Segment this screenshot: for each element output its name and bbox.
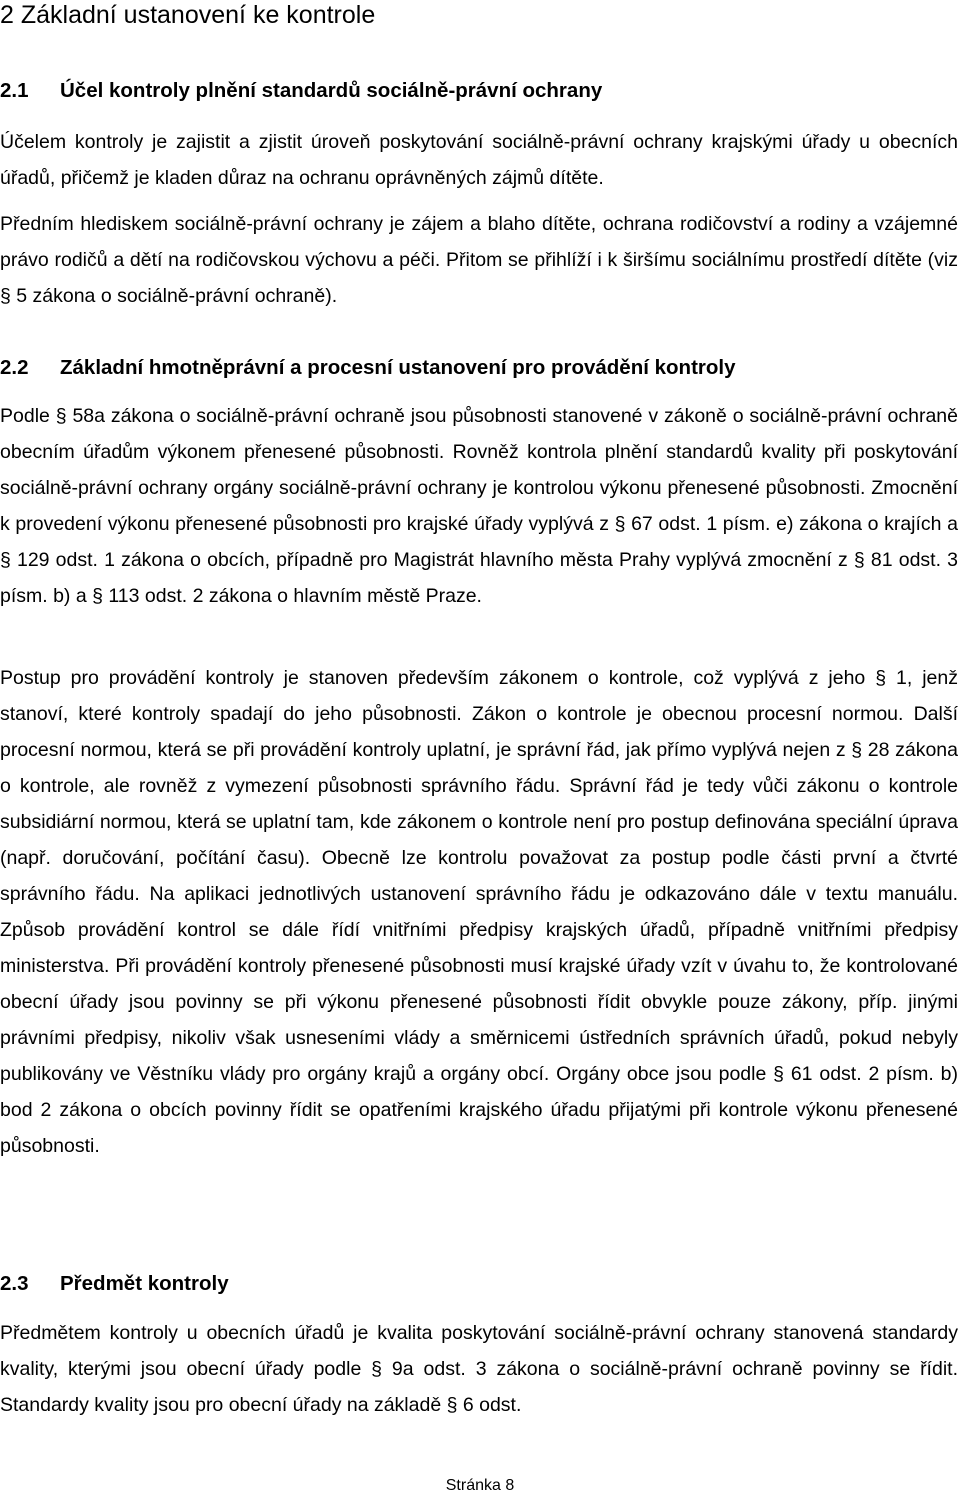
section-heading-2-2: [0, 355, 736, 381]
paragraph: Podle § 58a zákona o sociálně-právní ochraně jsou působnosti stanovené v zákoně o sociálně-právní ochraně obecním úřadům výkonem přenesené působnosti. Rovněž kontrola plnění standardů kvality při poskytování sociálně-právní ochrany orgány sociálně-právní ochrany je kontrolou výkonu přenesené působnosti. Zmocnění k provedení výkonu přenesené působnosti pro krajské úřady vyplývá z § 67 odst. 1 písm. e) zákona o krajích a § 129 odst. 1 zákona o obcích, případně pro Magistrát hlavního města Prahy vyplývá zmocnění z § 81 odst. 3 písm. b) a § 113 odst. 2 zákona o hlavním městě Praze.: [0, 405, 958, 607]
page-number-footer: Stránka 8: [445, 1477, 515, 1494]
section-number: 2.3: [0, 1272, 29, 1295]
section-number: 2.1: [0, 79, 29, 102]
section-heading-2-3: [0, 1271, 229, 1297]
paragraph: Předmětem kontroly u obecních úřadů je kvalita poskytování sociálně-právní ochrany stanovená standardy kvality, kterými jsou obecní úřady podle § 9a odst. 3 zákona o sociálně-právní ochraně povinny se řídit. Standardy kvality jsou pro obecní úřady na základě § 6 odst.: [0, 1322, 958, 1416]
paragraph: Účelem kontroly je zajistit a zjistit úroveň poskytování sociálně-právní ochrany krajskými úřady u obecních úřadů, přičemž je kladen důraz na ochranu oprávněných zájmů dítěte.: [0, 131, 958, 189]
section-number: 2.2: [0, 356, 29, 379]
paragraph: Postup pro provádění kontroly je stanoven především zákonem o kontrole, což vyplývá z jeho § 1, jenž stanoví, které kontroly spadají do jeho působnosti. Zákon o kontrole je obecnou procesní normou. Další procesní normou, která se při provádění kontroly uplatní, je správní řád, jak přímo vyplývá nejen z § 28 zákona o kontrole, ale rovněž z vymezení působnosti správního řádu. Správní řád je tedy vůči zákonu o kontrole subsidiární normou, která se uplatní tam, kde zákonem o kontrole není pro postup definována speciální úprava (např. doručování, počítání času). Obecně lze kontrolu považovat za postup podle části první a čtvrté správního řádu. Na aplikaci jednotlivých ustanovení správního řádu je odkazováno dále v textu manuálu. Způsob provádění kontrol se dále řídí vnitřními předpisy krajských úřadů, případně vnitřními předpisy ministerstva. Při provádění kontroly přenesené působnosti musí krajské úřady vzít v úvahu to, že kontrolované obecní úřady jsou povinny se při výkonu přenesené působnosti řídit obvykle pouze zákony, příp. jinými právními předpisy, nikoliv však usneseními vlády a směrnicemi ústředních správních úřadů, pokud nebyly publikovány ve Věstníku vlády pro orgány krajů a orgány obcí. Orgány obce jsou podle § 61 odst. 2 písm. b) bod 2 zákona o obcích povinny řídit se opatřeními krajského úřadu přijatými při kontrole výkonu přenesené působnosti.: [0, 667, 958, 1157]
paragraph: Předním hlediskem sociálně-právní ochrany je zájem a blaho dítěte, ochrana rodičovství a rodiny a vzájemné právo rodičů a dětí na rodičovskou výchovu a péči. Přitom se přihlíží i k širšímu sociálnímu prostředí dítěte (viz § 5 zákona o sociálně-právní ochraně).: [0, 213, 958, 307]
section-title: Základní hmotněprávní a procesní ustanovení pro provádění kontroly: [60, 356, 736, 379]
section-title: Předmět kontroly: [60, 1272, 229, 1295]
section-title: Účel kontroly plnění standardů sociálně-právní ochrany: [60, 79, 603, 102]
section-heading-2-1: [0, 78, 602, 104]
chapter-heading: 2 Základní ustanovení ke kontrole: [0, 1, 376, 29]
